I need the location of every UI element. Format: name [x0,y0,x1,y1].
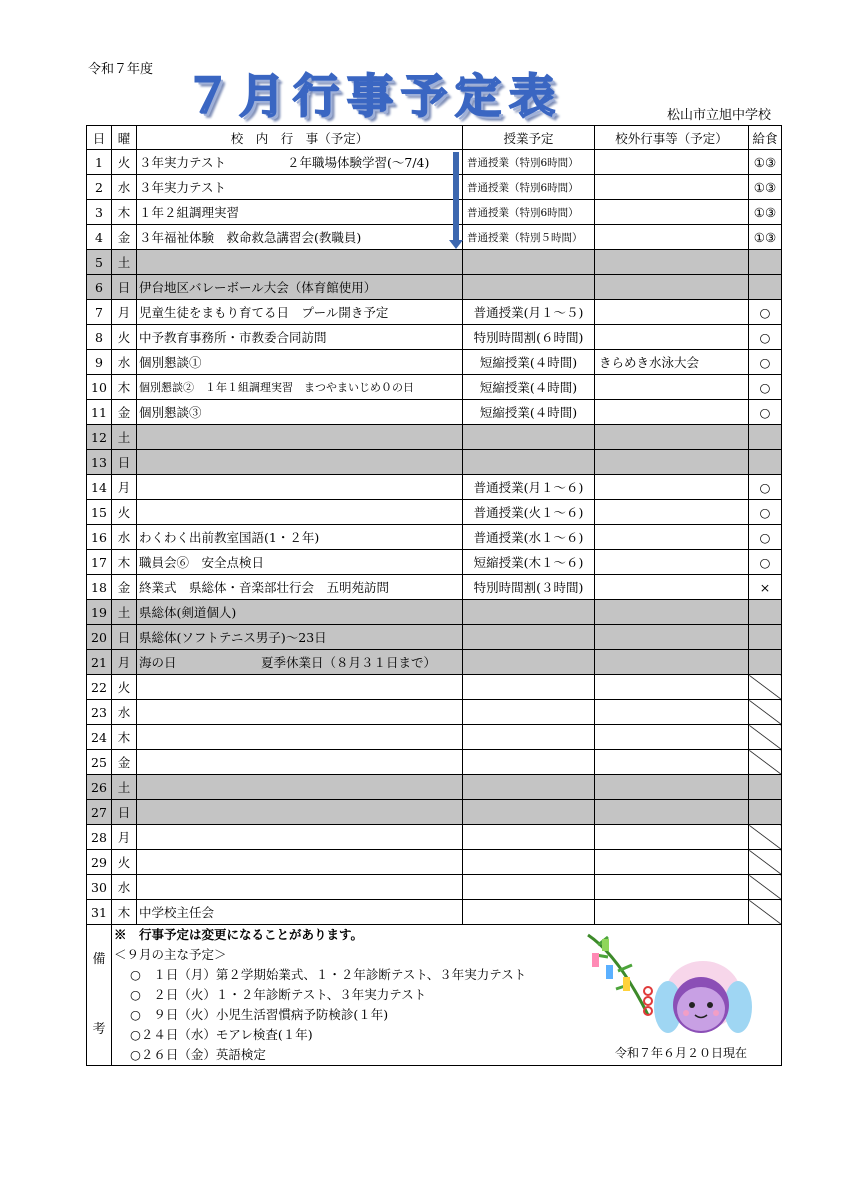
lunch-cell [749,600,782,625]
weekday-cell: 火 [112,850,137,875]
date-cell: 27 [87,800,112,825]
event-cell [137,650,463,675]
schedule-row [87,675,782,700]
weekday-cell: 日 [112,275,137,300]
event-text: 伊台地区バレーボール大会（体育館使用） [139,280,377,295]
september-item: ○２６日（金）英語検定 [130,1047,266,1062]
weekday-cell: 土 [112,250,137,275]
external-cell [595,175,749,200]
event-cell [137,325,463,350]
lunch-cell [749,900,782,925]
external-cell [595,750,749,775]
schedule-row [87,175,782,200]
event-cell [137,750,463,775]
lesson-cell: 普通授業(月１～５) [463,300,595,325]
event-cell [137,500,463,525]
date-cell: 20 [87,625,112,650]
weekday-cell: 金 [112,575,137,600]
lunch-cell: ○ [749,550,782,575]
col-weekday: 曜 [112,126,137,150]
lesson-cell [463,700,595,725]
date-cell: 25 [87,750,112,775]
date-cell: 19 [87,600,112,625]
weekday-cell: 水 [112,525,137,550]
weekday-cell: 水 [112,700,137,725]
weekday-cell: 木 [112,550,137,575]
date-cell: 23 [87,700,112,725]
lunch-cell [749,250,782,275]
external-cell [595,300,749,325]
schedule-row [87,225,782,250]
lesson-cell [463,750,595,775]
schedule-body [87,150,782,925]
schedule-row [87,900,782,925]
external-cell [595,200,749,225]
schedule-row [87,425,782,450]
date-cell: 7 [87,300,112,325]
schedule-row [87,200,782,225]
event-cell [137,275,463,300]
event-cell [137,175,463,200]
schedule-row [87,850,782,875]
lesson-cell: 短縮授業(４時間) [463,350,595,375]
schedule-row [87,625,782,650]
weekday-cell: 土 [112,425,137,450]
schedule-row [87,775,782,800]
arrow-head-icon [449,240,463,249]
lunch-cell: × [749,575,782,600]
event-text: ３年実力テスト [139,180,227,195]
external-cell [595,250,749,275]
external-cell [595,450,749,475]
external-cell [595,700,749,725]
weekday-cell: 木 [112,725,137,750]
weekday-cell: 日 [112,800,137,825]
weekday-cell: 木 [112,375,137,400]
arrow-down-icon [453,152,459,244]
lunch-cell [749,650,782,675]
lesson-cell [463,625,595,650]
weekday-cell: 火 [112,325,137,350]
col-events: 校 内 行 事（予定） [137,126,463,150]
external-cell [595,225,749,250]
lunch-cell: ①③ [749,200,782,225]
date-cell: 31 [87,900,112,925]
external-cell [595,850,749,875]
lunch-cell [749,425,782,450]
event-cell [137,400,463,425]
event-text: 中予教育事務所・市教委合同訪問 [139,330,327,345]
schedule-row [87,150,782,175]
event-cell [137,225,463,250]
school-name: 松山市立旭中学校 [667,108,772,123]
mascot-icon [578,925,758,1043]
event-text: 県総体(剣道個人) [139,605,237,620]
date-cell: 3 [87,200,112,225]
weekday-cell: 日 [112,625,137,650]
date-cell: 21 [87,650,112,675]
lesson-cell [463,850,595,875]
schedule-row [87,500,782,525]
date-cell: 8 [87,325,112,350]
schedule-row [87,450,782,475]
event-text: 個別懇談② １年１組調理実習 まつやまいじめ０の日 [139,381,414,394]
lesson-cell: 普通授業(月１～６) [463,475,595,500]
event-cell [137,300,463,325]
event-text: 個別懇談① [139,355,202,370]
lunch-cell [749,625,782,650]
september-title: ＜９月の主な予定＞ [114,947,227,962]
external-cell [595,400,749,425]
lesson-cell: 短縮授業(木１～６) [463,550,595,575]
lesson-cell [463,425,595,450]
col-date: 日 [87,126,112,150]
lesson-cell [463,675,595,700]
lesson-cell [463,250,595,275]
lunch-cell [749,775,782,800]
schedule-row [87,300,782,325]
lesson-cell [463,875,595,900]
date-cell: 15 [87,500,112,525]
schedule-row [87,525,782,550]
lesson-cell [463,450,595,475]
lunch-cell [749,800,782,825]
date-cell: 2 [87,175,112,200]
lesson-cell [463,800,595,825]
event-cell [137,525,463,550]
weekday-cell: 金 [112,750,137,775]
weekday-cell: 月 [112,300,137,325]
date-cell: 26 [87,775,112,800]
event-cell [137,375,463,400]
lunch-cell [749,675,782,700]
lunch-cell: ○ [749,300,782,325]
event-cell [137,450,463,475]
external-cell [595,875,749,900]
schedule-row [87,800,782,825]
september-item: ○ １日（月）第２学期始業式、１・２年診断テスト、３年実力テスト [130,967,527,982]
notes-label-top: 備 [92,952,106,967]
lunch-cell: ○ [749,400,782,425]
event-text: 中学校主任会 [139,905,215,920]
event-text: 児童生徒をまもり育てる日 プール開き予定 [139,305,389,320]
weekday-cell: 月 [112,650,137,675]
notes-label-bottom: 考 [92,1022,106,1037]
external-cell [595,325,749,350]
lunch-cell [749,825,782,850]
date-cell: 22 [87,675,112,700]
external-cell: きらめき水泳大会 [595,350,749,375]
date-cell: 28 [87,825,112,850]
external-cell [595,500,749,525]
schedule-row [87,825,782,850]
external-cell [595,725,749,750]
event-cell [137,150,463,175]
weekday-cell: 木 [112,200,137,225]
lesson-cell [463,600,595,625]
event-cell [137,875,463,900]
lunch-cell [749,725,782,750]
lesson-cell: 特別時間割(６時間) [463,325,595,350]
event-cell [137,475,463,500]
event-text: ３年福祉体験 救命救急講習会(教職員) [139,230,362,245]
lesson-cell [463,650,595,675]
event-cell [137,800,463,825]
date-cell: 16 [87,525,112,550]
weekday-cell: 火 [112,500,137,525]
schedule-row [87,575,782,600]
weekday-cell: 水 [112,875,137,900]
event-cell [137,900,463,925]
weekday-cell: 月 [112,825,137,850]
date-cell: 14 [87,475,112,500]
schedule-row [87,650,782,675]
event-text: わくわく出前教室国語(1・２年) [139,530,320,545]
lunch-cell: ①③ [749,175,782,200]
date-cell: 29 [87,850,112,875]
lesson-cell: 普通授業（特別6時間） [463,200,595,225]
lesson-cell: 特別時間割(３時間) [463,575,595,600]
weekday-cell: 金 [112,225,137,250]
event-cell [137,200,463,225]
lunch-cell: ①③ [749,225,782,250]
event-cell [137,700,463,725]
schedule-row [87,725,782,750]
event-cell [137,825,463,850]
lunch-cell [749,750,782,775]
schedule-row [87,600,782,625]
schedule-row [87,400,782,425]
schedule-row [87,250,782,275]
external-cell [595,900,749,925]
date-cell: 13 [87,450,112,475]
lunch-cell: ○ [749,350,782,375]
schedule-row [87,875,782,900]
lesson-cell: 短縮授業(４時間) [463,375,595,400]
date-cell: 9 [87,350,112,375]
external-cell [595,475,749,500]
lesson-cell: 普通授業(火１～６) [463,500,595,525]
schedule-row [87,275,782,300]
external-cell [595,550,749,575]
external-cell [595,625,749,650]
lesson-cell: 普通授業(水１～６) [463,525,595,550]
external-cell [595,825,749,850]
date-cell: 18 [87,575,112,600]
schedule-row [87,550,782,575]
lesson-cell [463,275,595,300]
september-item: ○２４日（水）モアレ検査(１年) [130,1027,313,1042]
external-cell [595,575,749,600]
schedule-row [87,700,782,725]
external-cell [595,525,749,550]
date-cell: 1 [87,150,112,175]
event-cell [137,350,463,375]
event-text: 終業式 県総体・音楽部壮行会 五明苑訪問 [139,580,390,595]
external-cell [595,675,749,700]
lunch-cell [749,875,782,900]
lunch-cell [749,850,782,875]
header-row [87,126,782,150]
event-cell [137,550,463,575]
lunch-cell [749,700,782,725]
external-cell [595,375,749,400]
event-cell [137,600,463,625]
lesson-cell: 普通授業（特別6時間） [463,175,595,200]
weekday-cell: 月 [112,475,137,500]
external-cell [595,600,749,625]
event-cell [137,775,463,800]
schedule-row [87,375,782,400]
event-cell [137,425,463,450]
col-lunch: 給食 [749,126,782,150]
external-cell [595,425,749,450]
event-text: １年２組調理実習 [139,205,240,220]
weekday-cell: 水 [112,350,137,375]
schedule-row [87,325,782,350]
date-cell: 30 [87,875,112,900]
event-text: 県総体(ソフトテニス男子)～23日 [139,630,327,645]
date-cell: 10 [87,375,112,400]
date-cell: 24 [87,725,112,750]
date-cell: 12 [87,425,112,450]
weekday-cell: 土 [112,775,137,800]
weekday-cell: 土 [112,600,137,625]
lesson-cell: 普通授業（特別6時間） [463,150,595,175]
date-cell: 6 [87,275,112,300]
col-external: 校外行事等（予定） [595,126,749,150]
september-item: ○ ９日（火）小児生活習慣病予防検診(１年) [130,1007,389,1022]
fiscal-year: 令和７年度 [88,62,154,77]
lesson-cell [463,900,595,925]
lunch-cell: ○ [749,525,782,550]
notes-label [87,925,112,1066]
col-lessons: 授業予定 [463,126,595,150]
lunch-cell: ①③ [749,150,782,175]
lunch-cell: ○ [749,475,782,500]
external-cell [595,275,749,300]
lesson-cell: 短縮授業(４時間) [463,400,595,425]
schedule-row [87,475,782,500]
event-text: 海の日 [139,655,177,670]
event-text: 個別懇談③ [139,405,202,420]
event-text-secondary: ２年職場体験学習(～7/4) [287,155,430,170]
weekday-cell: 日 [112,450,137,475]
page-title: ７月行事予定表 [185,69,563,123]
weekday-cell: 金 [112,400,137,425]
external-cell [595,800,749,825]
event-cell [137,250,463,275]
event-cell [137,850,463,875]
schedule-row [87,750,782,775]
lesson-cell [463,825,595,850]
event-text: ３年実力テスト [139,155,227,170]
september-item: ○ ２日（火）１・２年診断テスト、３年実力テスト [130,987,427,1002]
lunch-cell [749,450,782,475]
lunch-cell [749,275,782,300]
lesson-cell: 普通授業（特別５時間） [463,225,595,250]
date-cell: 17 [87,550,112,575]
event-cell [137,725,463,750]
event-text-secondary: 夏季休業日（８月３１日まで） [261,655,437,670]
date-cell: 11 [87,400,112,425]
schedule-row [87,350,782,375]
lunch-cell: ○ [749,325,782,350]
external-cell [595,775,749,800]
weekday-cell: 火 [112,150,137,175]
date-cell: 4 [87,225,112,250]
weekday-cell: 水 [112,175,137,200]
weekday-cell: 火 [112,675,137,700]
event-cell [137,575,463,600]
weekday-cell: 木 [112,900,137,925]
event-text: 職員会⑥ 安全点検日 [139,555,265,570]
lunch-cell: ○ [749,500,782,525]
event-cell [137,625,463,650]
event-cell [137,675,463,700]
lesson-cell [463,775,595,800]
notes-warning: ※ 行事予定は変更になることがあります。 [114,927,364,942]
date-cell: 5 [87,250,112,275]
lesson-cell [463,725,595,750]
external-cell [595,650,749,675]
lunch-cell: ○ [749,375,782,400]
external-cell [595,150,749,175]
as-of-date: 令和７年６月２０日現在 [614,1046,747,1060]
